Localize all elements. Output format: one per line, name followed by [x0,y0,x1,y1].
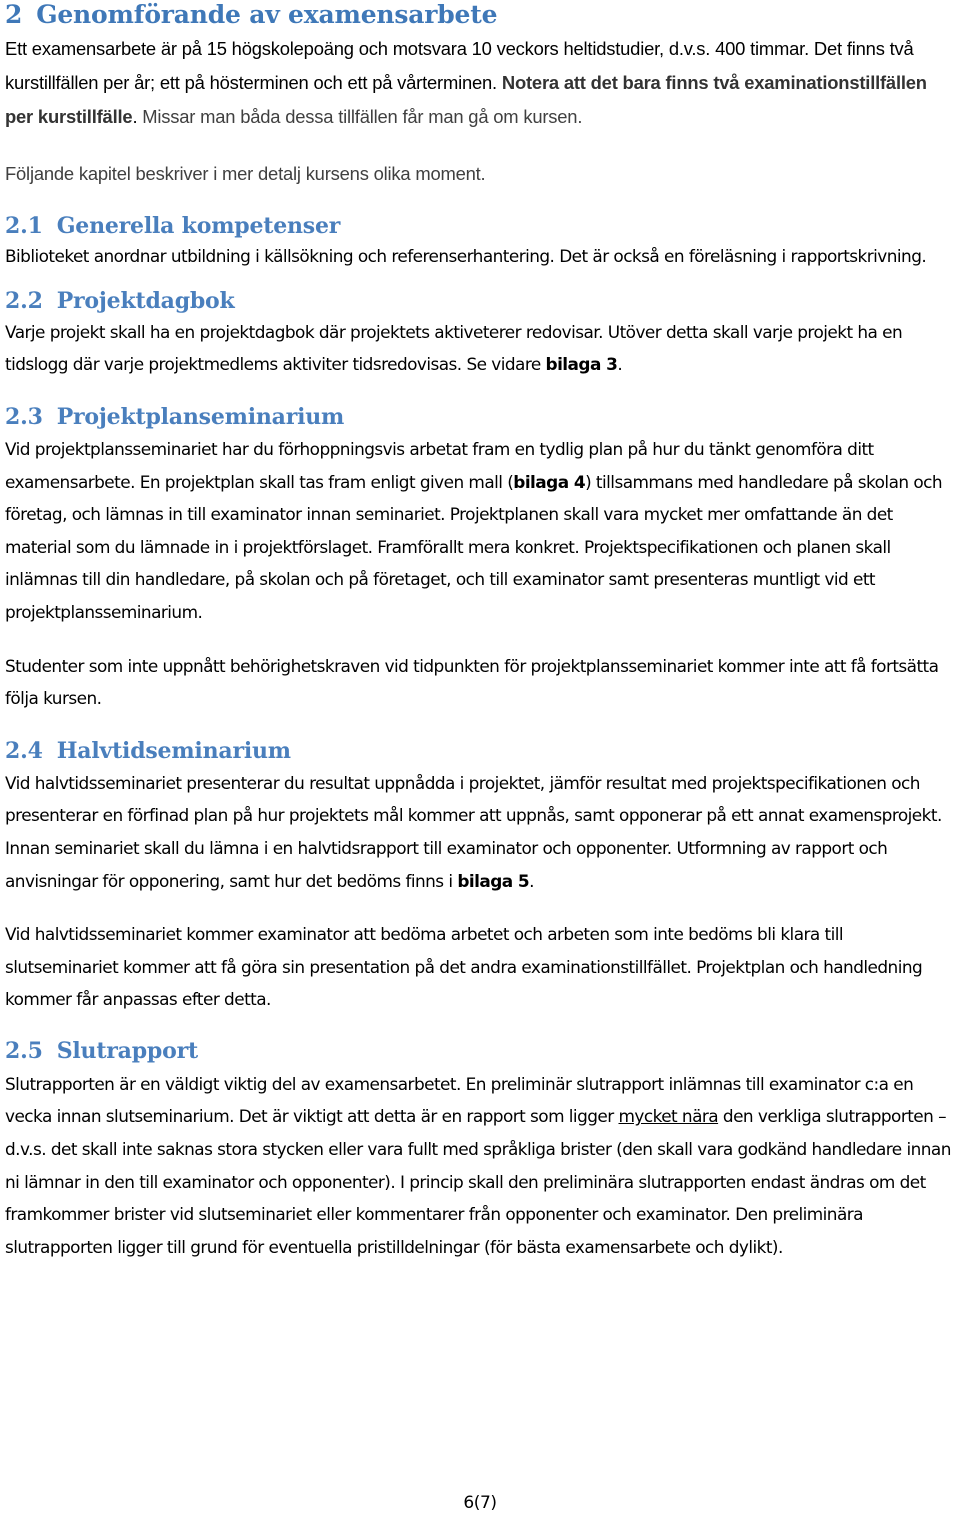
section-2-3-heading: 2.3 Projektplanseminarium [5,403,345,430]
page-number: 6(7) [463,1493,497,1513]
section-2-4-paragraph-1: Vid halvtidsseminariet presenterar du resultat uppnådda i projektet, jämför resultat med projektspecifikationen och presenterar en förfinad plan på hur projektets mål kommer att uppnås, samt opponerar på ett annat examensprojekt. Innan seminariet skall du lämna i en halvtidsrapport till examinator och opponenter. Utformning av rapport och anvisningar för opponering, samt hur det bedöms finns i bilaga 5. [5,772,942,891]
section-2-title: Genomförande av examensarbete [36,0,498,29]
mycket-nara-emphasis: mycket nära [618,1106,719,1127]
section-2-2-heading: 2.2 Projektdagbok [5,287,235,314]
section-2-heading [5,0,957,30]
section-2-4-paragraph-2: Vid halvtidsseminariet kommer examinator att bedöma arbetet och arbeten som inte bedöms bli klara till slutseminariet kommer att få göra sin presentation på det andra examinationstillfället. Projektplan och handledning kommer får anpassas efter detta. [5,924,923,1010]
section-2-3-paragraph-2: Studenter som inte uppnått behörighetskraven vid tidpunkten för projektplansseminariet kommer inte att få fortsätta följa kursen. [5,655,939,709]
section-2-3-paragraph-1: Vid projektplansseminariet har du förhoppningsvis arbetat fram en tydlig plan på hur du tänkt genomföra ditt examensarbete. En projektplan skall tas fram enligt given mall (bilaga 4) tillsammans med handledare på skolan och företag, och lämnas in till examinator innan seminariet. Projektplanen skall vara mycket mer omfattande än det material som du lämnade in i projektförslaget. Framförallt mera konkret. Projektspecifikationen och planen skall inlämnas till din handledare, på skolan och på företaget, och till examinator samt presenteras muntligt vid ett projektplansseminarium. [5,438,943,622]
section-2-2-paragraph: Varje projekt skall ha en projektdagbok där projektets aktiveterer redovisar. Utöver detta skall varje projekt ha en tidslogg där varje projektmedlems aktiviter tidsredovisas. Se vidare bilaga 3. [5,321,903,375]
section-2-number: 2 [5,0,23,29]
bilaga-3-ref: bilaga 3 [545,354,618,375]
bilaga-4-ref: bilaga 4 [513,471,586,492]
section-2-5-paragraph: Slutrapporten är en väldigt viktig del av examensarbetet. En preliminär slutrapport inlämnas till examinator c:a en vecka innan slutseminarium. Det är viktigt att detta är en rapport som ligger mycket nära den verkliga slutrapporten – d.v.s. det skall inte saknas stora stycken eller vara fullt med språkliga brister (den skall vara godkänd handledare innan ni lämnar in den till examinator och opponenter). I princip skall den preliminära slutrapporten endast ändras om det framkommer brister vid slutseminariet eller kommentarer från opponenter och examinator. Den preliminära slutrapporten ligger till grund för eventuella pristilldelningar (för bästa examensarbete och dylikt). [5,1073,951,1257]
section-2-1-heading: 2.1 Generella kompetenser [5,213,341,240]
document-page [5,0,957,1263]
section-2-4-heading: 2.4 Halvtidseminarium [5,737,291,764]
section-2-paragraph-1: Ett examensarbete är på 15 högskolepoäng och motsvara 10 veckors heltidstudier, d.v.s. 400 timmar. Det finns två kurstillfällen per år; ett på hösterminen och ett på vårterminen. Notera att det bara finns två examinationstillfällen per kurstillfälle. Missar man båda dessa tillfällen får man gå om kursen. [5,38,927,128]
section-2-paragraph-2: Följande kapitel beskriver i mer detalj kursens olika moment. [5,162,486,184]
section-2-5-heading: 2.5 Slutrapport [5,1037,198,1064]
bilaga-5-ref: bilaga 5 [457,870,530,891]
section-2-1-paragraph: Biblioteket anordnar utbildning i källsökning och referenserhantering. Det är också en föreläsning i rapportskrivning. [5,246,927,267]
